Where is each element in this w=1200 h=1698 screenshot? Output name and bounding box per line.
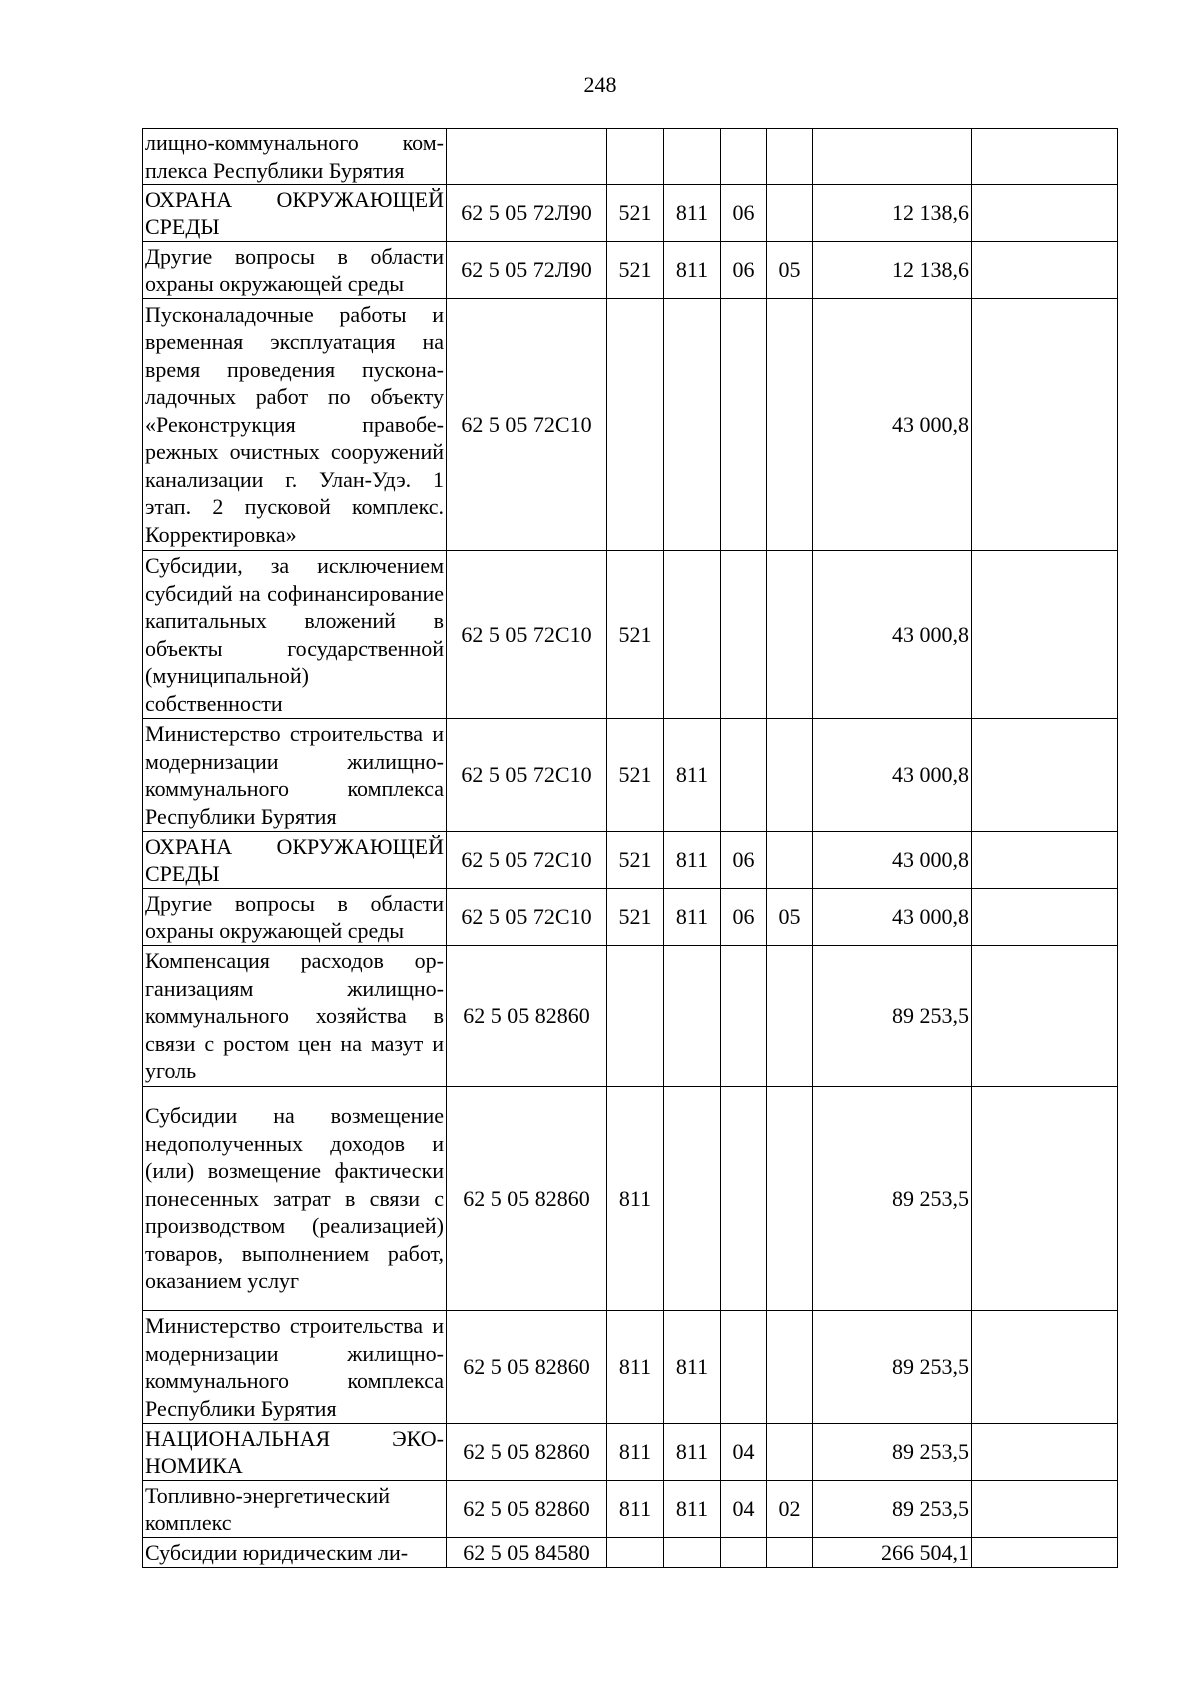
row-grbs-cell	[664, 946, 721, 1087]
row-code-cell: 62 5 05 72С10	[447, 832, 607, 889]
row-amount-cell: 12 138,6	[813, 185, 972, 242]
row-extra-cell	[972, 299, 1118, 551]
row-code-cell: 62 5 05 72С10	[447, 719, 607, 832]
row-amount-cell: 89 253,5	[813, 1424, 972, 1481]
table-row	[143, 129, 1118, 185]
row-rz-cell: 06	[721, 889, 767, 946]
row-vr-cell: 521	[607, 242, 664, 299]
row-amount-cell: 43 000,8	[813, 889, 972, 946]
row-extra-cell	[972, 1311, 1118, 1424]
row-rz-cell: 06	[721, 832, 767, 889]
row-code-cell: 62 5 05 82860	[447, 1311, 607, 1424]
row-amount-cell: 43 000,8	[813, 832, 972, 889]
row-rz-cell	[721, 129, 767, 185]
row-amount-cell	[813, 129, 972, 185]
row-name-cell: Компенсация расходов организациям жилищно-коммунального хозяйства в связи с ростом цен на мазут и уголь	[143, 946, 447, 1087]
row-amount-cell: 89 253,5	[813, 1087, 972, 1311]
row-pr-cell	[767, 1424, 813, 1481]
row-name-cell: НАЦИОНАЛЬНАЯ ЭКОНОМИКА	[143, 1424, 447, 1481]
row-amount-cell: 89 253,5	[813, 946, 972, 1087]
row-grbs-cell	[664, 1538, 721, 1568]
row-vr-cell: 521	[607, 551, 664, 719]
row-code-cell: 62 5 05 82860	[447, 1481, 607, 1538]
row-pr-cell	[767, 946, 813, 1087]
row-vr-cell: 811	[607, 1087, 664, 1311]
row-extra-cell	[972, 129, 1118, 185]
row-vr-cell: 811	[607, 1311, 664, 1424]
row-pr-cell	[767, 551, 813, 719]
row-amount-cell: 89 253,5	[813, 1481, 972, 1538]
row-code-cell	[447, 129, 607, 185]
row-grbs-cell: 811	[664, 1311, 721, 1424]
row-name-cell: Пусконаладочные работы и временная эксплуатация на время проведения пусконаладочных работ по объекту «Реконструкция правобережных очистных сооружений канализации г. Улан-Удэ. 1 этап. 2 пусковой комплекс. Корректировка»	[143, 299, 447, 551]
table-row	[143, 1311, 1118, 1424]
row-code-cell: 62 5 05 82860	[447, 1424, 607, 1481]
row-grbs-cell: 811	[664, 242, 721, 299]
row-name-cell: Другие вопросы в области охраны окружающей среды	[143, 889, 447, 946]
row-extra-cell	[972, 889, 1118, 946]
table-row	[143, 1481, 1118, 1538]
row-grbs-cell: 811	[664, 1424, 721, 1481]
row-code-cell: 62 5 05 84580	[447, 1538, 607, 1568]
row-vr-cell	[607, 299, 664, 551]
row-amount-cell: 266 504,1	[813, 1538, 972, 1568]
row-amount-cell: 12 138,6	[813, 242, 972, 299]
row-name-cell: Субсидии, за исключением субсидий на софинансирование капитальных вложений в объекты государственной (муниципальной) собственности	[143, 551, 447, 719]
table-row	[143, 946, 1118, 1087]
row-amount-cell: 43 000,8	[813, 551, 972, 719]
row-extra-cell	[972, 1424, 1118, 1481]
row-name-cell: ОХРАНА ОКРУЖАЮЩЕЙ СРЕДЫ	[143, 185, 447, 242]
row-rz-cell: 04	[721, 1481, 767, 1538]
row-extra-cell	[972, 719, 1118, 832]
row-pr-cell: 02	[767, 1481, 813, 1538]
table-row	[143, 299, 1118, 551]
row-pr-cell	[767, 129, 813, 185]
row-vr-cell: 811	[607, 1424, 664, 1481]
row-pr-cell	[767, 719, 813, 832]
row-pr-cell	[767, 299, 813, 551]
row-vr-cell	[607, 129, 664, 185]
row-rz-cell: 04	[721, 1424, 767, 1481]
row-name-cell: ОХРАНА ОКРУЖАЮЩЕЙ СРЕДЫ	[143, 832, 447, 889]
table-row	[143, 1087, 1118, 1311]
row-pr-cell: 05	[767, 889, 813, 946]
table-row	[143, 719, 1118, 832]
row-vr-cell	[607, 1538, 664, 1568]
row-name-cell: Субсидии юридическим ли-	[143, 1538, 447, 1568]
row-extra-cell	[972, 946, 1118, 1087]
page-number: 248	[583, 72, 617, 97]
table-row	[143, 1538, 1118, 1568]
row-pr-cell	[767, 1538, 813, 1568]
row-grbs-cell: 811	[664, 832, 721, 889]
table-row	[143, 1424, 1118, 1481]
row-amount-cell: 43 000,8	[813, 299, 972, 551]
row-amount-cell: 43 000,8	[813, 719, 972, 832]
row-name-cell: лищно-коммунального комплекса Республики Бурятия	[143, 129, 447, 185]
row-vr-cell: 521	[607, 832, 664, 889]
row-extra-cell	[972, 185, 1118, 242]
table-row	[143, 185, 1118, 242]
table-row	[143, 832, 1118, 889]
row-extra-cell	[972, 551, 1118, 719]
row-vr-cell	[607, 946, 664, 1087]
row-rz-cell	[721, 1538, 767, 1568]
row-grbs-cell	[664, 1087, 721, 1311]
budget-table	[142, 128, 1118, 1568]
row-name-cell: Министерство строительства и модернизации жилищно-коммунального комплекса Республики Бурятия	[143, 719, 447, 832]
row-vr-cell: 521	[607, 889, 664, 946]
row-rz-cell	[721, 1311, 767, 1424]
row-extra-cell	[972, 1087, 1118, 1311]
row-grbs-cell: 811	[664, 185, 721, 242]
row-pr-cell	[767, 832, 813, 889]
row-extra-cell	[972, 242, 1118, 299]
row-grbs-cell	[664, 551, 721, 719]
table-row	[143, 889, 1118, 946]
row-pr-cell: 05	[767, 242, 813, 299]
row-grbs-cell: 811	[664, 719, 721, 832]
row-code-cell: 62 5 05 82860	[447, 1087, 607, 1311]
row-code-cell: 62 5 05 72Л90	[447, 185, 607, 242]
row-name-cell: Топливно-энергетический комплекс	[143, 1481, 447, 1538]
row-vr-cell: 811	[607, 1481, 664, 1538]
row-grbs-cell	[664, 129, 721, 185]
row-grbs-cell	[664, 299, 721, 551]
row-rz-cell: 06	[721, 242, 767, 299]
table-row	[143, 242, 1118, 299]
row-code-cell: 62 5 05 72С10	[447, 551, 607, 719]
row-pr-cell	[767, 185, 813, 242]
row-vr-cell: 521	[607, 719, 664, 832]
row-extra-cell	[972, 1481, 1118, 1538]
row-rz-cell	[721, 719, 767, 832]
row-name-cell: Другие вопросы в области охраны окружающей среды	[143, 242, 447, 299]
row-grbs-cell: 811	[664, 889, 721, 946]
row-code-cell: 62 5 05 72С10	[447, 889, 607, 946]
table-row	[143, 551, 1118, 719]
row-extra-cell	[972, 832, 1118, 889]
row-name-cell: Министерство строительства и модернизации жилищно-коммунального комплекса Республики Бурятия	[143, 1311, 447, 1424]
row-extra-cell	[972, 1538, 1118, 1568]
row-rz-cell	[721, 551, 767, 719]
row-pr-cell	[767, 1311, 813, 1424]
row-rz-cell	[721, 946, 767, 1087]
row-code-cell: 62 5 05 72С10	[447, 299, 607, 551]
row-rz-cell	[721, 299, 767, 551]
row-rz-cell	[721, 1087, 767, 1311]
row-grbs-cell: 811	[664, 1481, 721, 1538]
row-vr-cell: 521	[607, 185, 664, 242]
row-code-cell: 62 5 05 72Л90	[447, 242, 607, 299]
row-amount-cell: 89 253,5	[813, 1311, 972, 1424]
row-rz-cell: 06	[721, 185, 767, 242]
row-name-cell: Субсидии на возмещение недополученных доходов и (или) возмещение фактически понесенных затрат в связи с производством (реализацией) товаров, выполнением работ, оказанием услуг	[143, 1087, 447, 1311]
row-pr-cell	[767, 1087, 813, 1311]
row-code-cell: 62 5 05 82860	[447, 946, 607, 1087]
